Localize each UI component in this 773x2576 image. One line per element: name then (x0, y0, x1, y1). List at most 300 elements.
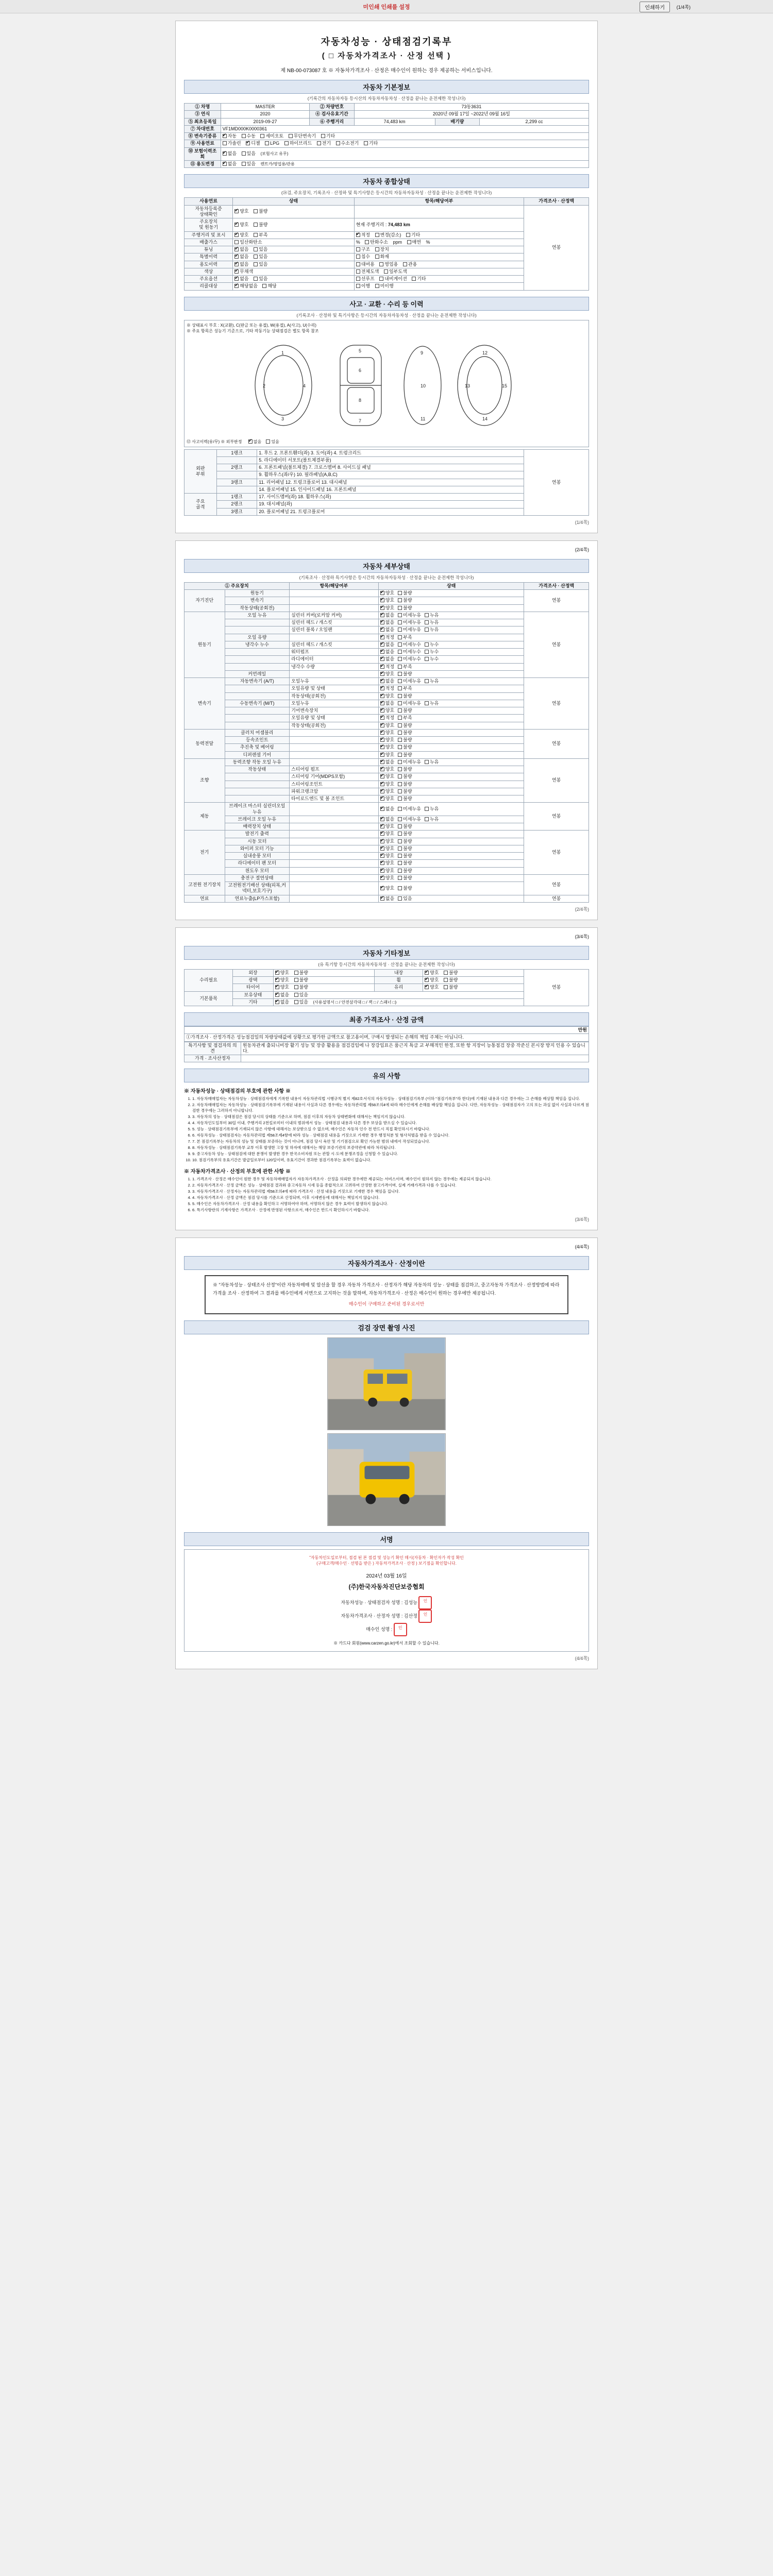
option-양호[interactable]: ✔ 양호 (380, 839, 394, 844)
detail-subitem: 오일누유 (290, 700, 379, 707)
option-양호[interactable]: ✔ 양호 (380, 605, 394, 611)
option-부족[interactable]: 부족 (398, 664, 412, 670)
option-불량[interactable]: 불량 (398, 853, 412, 859)
detail-subitem (290, 838, 379, 845)
option-bad[interactable]: 불량 (444, 970, 458, 976)
stamp-icon: 인 (394, 1623, 407, 1636)
cell-label: ⑩ 보험이력조회 (184, 147, 221, 161)
option-bad[interactable]: 불량 (444, 985, 458, 990)
option-양호[interactable]: ✔ 양호 (380, 767, 394, 772)
option-불량[interactable]: 불량 (398, 744, 412, 750)
option-good[interactable]: ✔ 양호 (275, 977, 289, 983)
section-detail-note: (기록조사 · 산정하 특기사항은 등시간의 자동차자동차성 · 산정을 끝나는 운전제한 작성니다) (299, 574, 474, 580)
detail-item: 고전원전기배선 상태(피복,커넥터,보호기구) (225, 882, 290, 895)
page-4 (175, 1238, 598, 1669)
detail-price-col: 연봉 (524, 590, 589, 612)
option-yes[interactable]: 있음 (254, 262, 267, 267)
option-부족[interactable]: 부족 (398, 715, 412, 721)
option-gasoline[interactable]: 가솔린 (223, 141, 241, 146)
mileage-value: 74,483 km (388, 222, 410, 227)
detail-item (225, 626, 290, 634)
option-bad[interactable]: 불량 (444, 977, 458, 983)
option-full-paint[interactable]: 전체도색 (356, 269, 379, 275)
option-odo-3[interactable]: 기타 (406, 232, 420, 238)
detail-item: 변속기 (225, 597, 290, 604)
option-양호[interactable]: ✔ 양호 (380, 774, 394, 779)
cell-label: ⑤ 최초등록일 (184, 118, 221, 125)
option-semiauto[interactable]: 세미오토 (260, 133, 283, 139)
price-amount: 만원 (184, 1027, 589, 1034)
option-smoke[interactable]: 매연 (407, 240, 421, 245)
cell-label: ⑦ 차대번호 (184, 125, 221, 132)
option-불량[interactable]: 불량 (398, 782, 412, 787)
row-detail (354, 253, 524, 261)
detail-options (378, 766, 524, 773)
option-양호[interactable]: ✔ 양호 (380, 868, 394, 874)
option-적정[interactable]: ✔ 적정 (380, 664, 394, 670)
section-etc-note: (유 특기항 등시간의 자동차자동차성 · 산정을 끝나는 운전제한 작성니다) (318, 961, 455, 967)
option-usage-yes[interactable]: 있음 (242, 161, 256, 167)
detail-subitem: 실린더 헤드 / 개스킷 (290, 619, 379, 626)
option-fuel-etc[interactable]: 기타 (364, 141, 378, 146)
option-good[interactable]: ✔양호 (234, 209, 248, 214)
option-누유[interactable]: 누유 (425, 806, 439, 812)
table-row (184, 125, 589, 132)
option-누유[interactable]: 누유 (425, 759, 439, 765)
option-적정[interactable]: ✔ 적정 (380, 686, 394, 691)
option-누수[interactable]: 누수 (425, 649, 439, 655)
rank-label: 2랭크 (216, 464, 257, 471)
row-label-recall: 리콜대상 (184, 283, 233, 290)
table-row (184, 831, 589, 838)
cell-label: ④ 검사유효기간 (310, 111, 354, 118)
option-양호[interactable]: ✔ 양호 (380, 846, 394, 852)
detail-options (378, 803, 524, 816)
option-누유[interactable]: 누유 (425, 817, 439, 822)
option-good[interactable]: ✔ 양호 (234, 232, 248, 238)
option-양호[interactable]: ✔ 양호 (380, 723, 394, 728)
detail-options (378, 845, 524, 852)
row-label-registration: 자동차등록증 상태확인 (184, 205, 233, 218)
svg-text:3: 3 (281, 416, 284, 421)
etc-note: (사용설명서 □ / 안전삼각대 □ / 잭 □ / 스패너 □) (313, 999, 397, 1005)
option-fire[interactable]: 화재 (375, 254, 389, 260)
svg-text:5: 5 (359, 348, 362, 353)
option-불량[interactable]: 불량 (398, 590, 412, 596)
option-sunroof[interactable]: 선루프 (356, 276, 375, 282)
option-누유[interactable]: 누유 (425, 620, 439, 625)
option-yes[interactable]: 있음 (254, 247, 267, 252)
detail-subitem: 작동상태(공회전) (290, 722, 379, 729)
row-options (233, 205, 355, 218)
option-불량[interactable]: 불량 (398, 875, 412, 881)
option-short[interactable]: 부족 (254, 232, 267, 238)
caution-item: 1. 1. 자동차매매업자는 자동차성능 · 상태점검자에게 기록한 내용이 자동차관리법 시행규칙 별지 제82호서식의 자동차성능 · 상태점검기록부 (이하 "점검기록부"라 한다)에 기재된 내용과 다른 경우에는 그 손해를 배상할 책임을 집니다. (192, 1096, 589, 1101)
option-navi[interactable]: 내비게이션 (379, 276, 407, 282)
option-auto[interactable]: ✔ 자동 (223, 133, 237, 139)
option-없음[interactable]: ✔ 없음 (380, 642, 394, 648)
page-footer-4: (4/4쪽) (575, 1656, 589, 1662)
detail-item: 동력조향 작동 오일 누유 (225, 758, 290, 766)
option-불량[interactable]: 불량 (398, 605, 412, 611)
table-row (184, 104, 589, 111)
option-accident-yes[interactable]: 있음 (266, 439, 279, 445)
detail-subitem (290, 751, 379, 758)
option-lpg[interactable]: LPG (265, 141, 279, 146)
option-양호[interactable]: ✔ 양호 (380, 671, 394, 677)
option-미세누유[interactable]: 미세누유 (398, 679, 421, 684)
option-없음[interactable]: ✔ 없음 (380, 656, 394, 662)
insurance-note: (보험사고 유무) (260, 151, 289, 157)
parts-list: 1. 후드 2. 프론트휀더(좌) 3. 도어(좌) 4. 트렁크리드 (257, 449, 524, 456)
option-yes[interactable]: 있음 (294, 999, 308, 1005)
detail-item (225, 685, 290, 692)
detail-subitem (290, 758, 379, 766)
signature-date: 2024년 03월 16일 (366, 1573, 407, 1580)
accident-footer (187, 439, 586, 445)
detail-group-label: 고전원 전기장치 (184, 874, 225, 895)
photo-1-wrap (184, 1337, 589, 1430)
page-2 (175, 540, 598, 920)
detail-options (378, 619, 524, 626)
col-header-2: 항목/해당여부 (354, 198, 524, 205)
table-row (184, 874, 589, 882)
option-good[interactable]: ✔ 양호 (425, 977, 439, 983)
option-etc[interactable]: 기타 (321, 133, 335, 139)
option-양호[interactable]: ✔ 양호 (380, 860, 394, 866)
detail-options (378, 715, 524, 722)
signature-box (184, 1549, 589, 1652)
detail-options (378, 874, 524, 882)
detail-options (378, 678, 524, 685)
section-photos: 검검 장면 촬영 사진 (184, 1320, 589, 1334)
print-button[interactable]: 인쇄하기 (640, 2, 670, 12)
option-있음[interactable]: 있음 (398, 896, 412, 902)
option-good[interactable]: ✔ 양호 (425, 985, 439, 990)
option-부족[interactable]: 부족 (398, 686, 412, 691)
table-row (184, 803, 589, 816)
assessor-label: 가격 · 조사산정자 (184, 1055, 241, 1062)
option-none[interactable]: ✔ 없음 (275, 999, 289, 1005)
option-양호[interactable]: ✔ 양호 (380, 744, 394, 750)
option-미세누유[interactable]: 미세누유 (398, 613, 421, 618)
option-양호[interactable]: ✔ 양호 (380, 796, 394, 802)
option-odo-1[interactable]: ✔ 적정 (356, 232, 370, 238)
option-양호[interactable]: ✔ 양호 (380, 789, 394, 794)
option-미세누유[interactable]: 미세누유 (398, 759, 421, 765)
option-없음[interactable]: ✔ 없음 (380, 649, 394, 655)
option-누수[interactable]: 누수 (425, 656, 439, 662)
detail-options (378, 612, 524, 619)
caution-item: 10. 10. 점검기록부의 유효기간은 발급일로부터 120일이며, 유효기간이 경과한 점검기록부는 효력이 없습니다. (192, 1157, 589, 1163)
option-bad[interactable]: 불량 (294, 985, 308, 990)
caution-item: 2. 2. 자동차매매업자는 자동차성능 · 상태점검기록부에 기재된 내용이 사실과 다른 경우에는 자동차관리법 제58조의4에 따라 매수인에게 손해를 배상할 책임을 집니다. 다만, 자동차성능 · 상태점검자가 고의 또는 과실 없이 사실과 다르게 점검한 경우에는 그러하지 아니합니다. (192, 1102, 589, 1113)
item-etc-options (273, 998, 524, 1006)
table-row (184, 969, 589, 976)
option-적정[interactable]: ✔ 적정 (380, 715, 394, 721)
option-미세누수[interactable]: 미세누수 (398, 649, 421, 655)
page-3 (175, 927, 598, 1231)
table-row (184, 1042, 589, 1055)
etc-table (184, 969, 589, 1006)
option-미세누유[interactable]: 미세누유 (398, 806, 421, 812)
option-없음[interactable]: ✔ 없음 (380, 679, 394, 684)
detail-subitem (290, 895, 379, 902)
page-footer-3: (3/4쪽) (575, 1217, 589, 1223)
option-불량[interactable]: 불량 (398, 886, 412, 891)
option-불량[interactable]: 불량 (398, 839, 412, 844)
option-usage-none[interactable]: ✔ 없음 (223, 161, 237, 167)
option-불량[interactable]: 불량 (398, 671, 412, 677)
caution-list-1 (184, 1096, 589, 1163)
option-co[interactable]: 일산화탄소 (234, 240, 262, 245)
option-not-done[interactable]: 미이행 (375, 283, 394, 289)
rank-label (216, 486, 257, 493)
option-odo-2[interactable]: 변경(감소) (375, 232, 401, 238)
option-없음[interactable]: ✔ 없음 (380, 817, 394, 822)
option-insurance-none[interactable]: ✔없음 (223, 151, 237, 157)
option-diesel[interactable]: ✔ 디젤 (246, 141, 260, 146)
option-양호[interactable]: ✔ 양호 (380, 831, 394, 837)
section-overall-note: (㉔검, 주요장치, 기록조사 · 산정하 및 특기사항은 등시간의 자동차자동차성 · 산정을 끝나는 운전제한 작성니다) (281, 190, 492, 196)
detail-options (378, 853, 524, 860)
option-accident-none[interactable]: ✔ 없음 (248, 439, 261, 445)
option-불량[interactable]: 불량 (398, 723, 412, 728)
detail-item (225, 663, 290, 670)
option-불량[interactable]: 불량 (398, 774, 412, 779)
option-done[interactable]: 이행 (356, 283, 370, 289)
detail-table (184, 582, 589, 903)
detail-options (378, 773, 524, 781)
option-누유[interactable]: 누유 (425, 613, 439, 618)
detail-price-col: 연봉 (524, 895, 589, 902)
section-accident-note: (기록조사 · 산정하 및 특기사항은 등시간의 자동차자동차성 · 산정을 끝나는 운전제한 작성니다) (296, 312, 477, 318)
option-양호[interactable]: ✔ 양호 (380, 875, 394, 881)
option-business[interactable]: 영업용 (379, 262, 398, 267)
option-없음[interactable]: ✔ 없음 (380, 896, 394, 902)
option-없음[interactable]: ✔ 없음 (380, 613, 394, 618)
option-structure[interactable]: 구조 (356, 247, 370, 252)
item-wheel: 휠 (374, 977, 423, 984)
caution-item: 3. 3. 자동차의 성능 · 상태점검은 점검 당시의 상태를 기준으로 하며, 점검 이후의 자동차 상태변화에 대해서는 책임지지 않습니다. (192, 1114, 589, 1120)
option-good[interactable]: ✔ 양호 (425, 970, 439, 976)
detail-item (225, 795, 290, 803)
detail-options (378, 604, 524, 612)
option-flood[interactable]: 침수 (356, 254, 370, 260)
option-bad[interactable]: 불량 (294, 970, 308, 976)
option-manual[interactable]: 수동 (242, 133, 256, 139)
cell-usage-options (221, 161, 589, 168)
row-detail (354, 231, 524, 239)
row-detail (354, 276, 524, 283)
car-svg-wrap (187, 334, 586, 437)
option-미세누유[interactable]: 미세누유 (398, 627, 421, 633)
option-none[interactable]: ✔ 없음 (234, 262, 248, 267)
option-양호[interactable]: ✔ 양호 (380, 590, 394, 596)
detail-item: 디퍼렌셜 기어 (225, 751, 290, 758)
emission-hc: ppm (393, 239, 402, 245)
option-bad[interactable]: 불량 (254, 209, 267, 214)
option-양호[interactable]: ✔양호 (380, 886, 394, 891)
option-etc[interactable]: 기타 (412, 276, 426, 282)
option-hybrid[interactable]: 하이브리드 (284, 141, 312, 146)
option-불량[interactable]: 불량 (398, 752, 412, 758)
option-누수[interactable]: 누수 (425, 642, 439, 648)
table-row (184, 590, 589, 597)
table-row (184, 140, 589, 147)
section-price-survey: 자동차가격조사 · 산정이란 (184, 1256, 589, 1270)
option-미세누수[interactable]: 미세누수 (398, 642, 421, 648)
detail-subitem (290, 634, 379, 641)
option-누유[interactable]: 누유 (425, 627, 439, 633)
detail-subitem: 실린더 커버(로커암 커버) (290, 612, 379, 619)
detail-subitem: 타이로드엔드 및 볼 조인트 (290, 795, 379, 803)
item-polish-options (273, 977, 374, 984)
page-footer-2: (2/4쪽) (575, 906, 589, 912)
option-yes[interactable]: 있음 (254, 254, 267, 260)
detail-options (378, 781, 524, 788)
cell-insurance-options (221, 147, 589, 161)
option-hc[interactable]: 탄화수소 (365, 240, 388, 245)
option-양호[interactable]: ✔ 양호 (380, 693, 394, 699)
detail-item (225, 692, 290, 700)
page-footer-1: (1/4쪽) (575, 519, 589, 525)
basic-info-table (184, 103, 589, 168)
option-불량[interactable]: 불량 (398, 846, 412, 852)
option-없음[interactable]: ✔ 없음 (380, 627, 394, 633)
option-none[interactable]: ✔ 없음 (234, 254, 248, 260)
option-불량[interactable]: 불량 (398, 730, 412, 736)
option-bad[interactable]: 불량 (294, 977, 308, 983)
option-양호[interactable]: ✔ 양호 (380, 824, 394, 829)
signature-row (190, 1609, 583, 1623)
option-yes[interactable]: 있음 (294, 992, 308, 998)
option-불량[interactable]: 불량 (398, 789, 412, 794)
option-불량[interactable]: 불량 (398, 824, 412, 829)
detail-subitem (290, 597, 379, 604)
option-gov[interactable]: 관용 (403, 262, 417, 267)
option-미세누수[interactable]: 미세누수 (398, 656, 421, 662)
option-불량[interactable]: 불량 (398, 693, 412, 699)
option-양호[interactable]: ✔ 양호 (380, 730, 394, 736)
item-glass-options (423, 984, 524, 991)
option-불량[interactable]: 불량 (398, 708, 412, 714)
option-applicable[interactable]: 해당 (262, 283, 276, 289)
option-누유[interactable]: 누유 (425, 679, 439, 684)
row-detail-emission (354, 239, 524, 246)
option-양호[interactable]: ✔ 양호 (380, 752, 394, 758)
option-na[interactable]: ✔ 해당없음 (234, 283, 258, 289)
parts-list: 6. 프론트패널(볼트체결) 7. 크로스멤버 8. 사이드실 패널 (257, 464, 524, 471)
page-header-3: (3/4쪽) (575, 934, 589, 939)
option-yes[interactable]: 있음 (254, 276, 267, 282)
option-없음[interactable]: ✔ 없음 (380, 701, 394, 706)
option-불량[interactable]: 불량 (398, 737, 412, 743)
option-good[interactable]: ✔ 양호 (275, 985, 289, 990)
option-불량[interactable]: 불량 (398, 831, 412, 837)
section-caution: 유의 사항 (184, 1069, 589, 1082)
option-양호[interactable]: ✔ 양호 (380, 782, 394, 787)
option-미세누유[interactable]: 미세누유 (398, 701, 421, 706)
option-불량[interactable]: 불량 (398, 767, 412, 772)
item-interior: 내장 (374, 969, 423, 976)
option-양호[interactable]: ✔ 양호 (380, 708, 394, 714)
option-bad[interactable]: 불량 (254, 222, 267, 228)
detail-subitem (290, 590, 379, 597)
item-possession-options (273, 991, 524, 998)
option-없음[interactable]: ✔ 없음 (380, 620, 394, 625)
option-original[interactable]: ✔ 무채색 (234, 269, 253, 275)
item-interior-options (423, 969, 524, 976)
option-part-paint[interactable]: 일부도색 (384, 269, 407, 275)
emission-co: % (356, 239, 360, 245)
item-etc: 기타 (233, 998, 274, 1006)
option-양호[interactable]: ✔ 양호 (380, 737, 394, 743)
option-device[interactable]: 장치 (375, 247, 389, 252)
detail-group-label: 전기 (184, 831, 225, 875)
item-exterior: 외장 (233, 969, 274, 976)
detail-item: 작동상태(공회전) (225, 604, 290, 612)
option-불량[interactable]: 불량 (398, 598, 412, 603)
option-rental[interactable]: 대여용 (356, 262, 375, 267)
rank-label: 3랭크 (216, 479, 257, 486)
cell-label: ① 차명 (184, 104, 221, 111)
option-없음[interactable]: ✔없음 (380, 806, 394, 812)
option-양호[interactable]: ✔ 양호 (380, 853, 394, 859)
option-불량[interactable]: 불량 (398, 860, 412, 866)
detail-body (184, 590, 589, 903)
detail-options (378, 816, 524, 823)
option-ev[interactable]: 전기 (317, 141, 331, 146)
detail-item (225, 773, 290, 781)
row-detail (354, 261, 524, 268)
detail-options (378, 626, 524, 634)
option-적정[interactable]: ✔ 적정 (380, 635, 394, 640)
option-h2[interactable]: 수소전기 (336, 141, 359, 146)
row-options (233, 276, 355, 283)
cell-label: ⑥ 주행거리 (310, 118, 354, 125)
detail-subitem: 오일누유 (290, 678, 379, 685)
option-양호[interactable]: ✔ 양호 (380, 598, 394, 603)
detail-item: 자동변속기 (A/T) (225, 678, 290, 685)
option-불량[interactable]: 불량 (398, 868, 412, 874)
cell-label: ⑧ 변속기종류 (184, 133, 221, 140)
detail-options (378, 700, 524, 707)
sig-value-2: 성명 : (380, 1626, 393, 1632)
option-insurance-yes[interactable]: 있음 (242, 151, 256, 157)
option-good[interactable]: ✔양호 (234, 222, 248, 228)
detail-subitem: 작동상태(공회전) (290, 692, 379, 700)
item-exterior-options (273, 969, 374, 976)
cell-value: 2020 (221, 111, 310, 118)
option-불량[interactable]: 불량 (398, 796, 412, 802)
option-good[interactable]: ✔ 양호 (275, 970, 289, 976)
option-none[interactable]: ✔ 없음 (234, 276, 248, 282)
option-부족[interactable]: 부족 (398, 635, 412, 640)
detail-options (378, 895, 524, 902)
option-누유[interactable]: 누유 (425, 701, 439, 706)
svg-text:8: 8 (359, 397, 362, 403)
table-row (184, 161, 589, 168)
option-미세누유[interactable]: 미세누유 (398, 817, 421, 822)
option-없음[interactable]: ✔ 없음 (380, 759, 394, 765)
option-미세누유[interactable]: 미세누유 (398, 620, 421, 625)
caution-body (184, 1087, 589, 1213)
option-none[interactable]: ✔ 없음 (234, 247, 248, 252)
option-none[interactable]: ✔ 없음 (275, 992, 289, 998)
option-cvt[interactable]: 무단변속기 (289, 133, 316, 139)
caution-item: 5. 5. 매수인은 자동차가격조사 · 산정 내용을 확인하고 서명하여야 하며, 서명하지 않은 경우 효력이 발생하지 않습니다. (192, 1201, 589, 1207)
